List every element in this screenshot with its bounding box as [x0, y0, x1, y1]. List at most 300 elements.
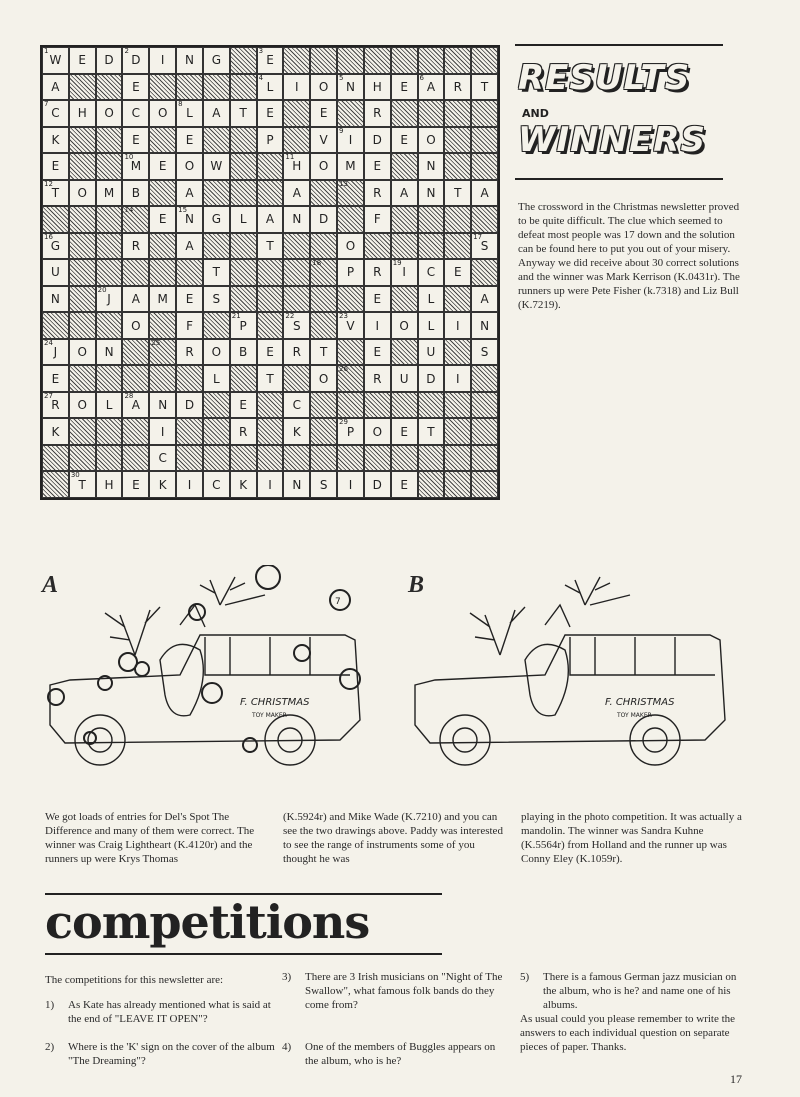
crossword-block: [122, 339, 149, 366]
crossword-clue-number: 9: [339, 126, 344, 135]
crossword-letter: O: [345, 238, 356, 253]
crossword-letter: R: [238, 424, 248, 439]
crossword-letter: N: [104, 345, 114, 360]
crossword-cell: [96, 392, 123, 419]
crossword-letter: R: [51, 398, 60, 413]
van-sign-b: F. CHRISTMAS: [605, 697, 675, 708]
crossword-letter: N: [292, 212, 302, 227]
crossword-cell: [310, 365, 337, 392]
crossword-letter: C: [158, 451, 167, 466]
crossword-cell: [257, 365, 284, 392]
crossword-cell: [230, 100, 257, 127]
results-and-word: AND: [522, 107, 549, 120]
crossword-clue-number: 21: [231, 312, 241, 321]
crossword-cell: [176, 233, 203, 260]
crossword-letter: A: [131, 292, 140, 307]
crossword-block: [471, 259, 498, 286]
crossword-cell: [257, 206, 284, 233]
crossword-clue-number: 13: [339, 179, 348, 188]
crossword-letter: C: [426, 265, 436, 280]
crossword-cell: [364, 471, 391, 498]
crossword-cell: [337, 153, 364, 180]
crossword-cell: [418, 74, 445, 101]
crossword-letter: D: [372, 132, 382, 147]
crossword-block: [203, 74, 230, 101]
crossword-letter: L: [266, 79, 274, 94]
crossword-letter: D: [372, 477, 382, 492]
crossword-letter: H: [292, 159, 302, 174]
crossword-block: [310, 47, 337, 74]
crossword-letter: E: [132, 79, 140, 94]
crossword-cell: [122, 180, 149, 207]
crossword-cell: [364, 153, 391, 180]
crossword-block: [257, 286, 284, 313]
crossword-block: [203, 233, 230, 260]
crossword-cell: [337, 471, 364, 498]
crossword-cell: [283, 153, 310, 180]
crossword-letter: A: [292, 185, 301, 200]
crossword-clue-number: 19: [392, 259, 402, 268]
crossword-block: [364, 47, 391, 74]
crossword-cell: [391, 471, 418, 498]
crossword-cell: [364, 259, 391, 286]
crossword-cell: [418, 180, 445, 207]
crossword-letter: L: [239, 212, 247, 227]
crossword-block: [444, 153, 471, 180]
crossword-letter: A: [185, 185, 194, 200]
crossword-block: [149, 233, 176, 260]
crossword-clue-number: 29: [339, 418, 348, 427]
crossword-letter: R: [453, 79, 462, 94]
crossword-block: [418, 233, 445, 260]
crossword-cell: [310, 127, 337, 154]
crossword-cell: [149, 392, 176, 419]
crossword-block: [203, 392, 230, 419]
crossword-block: [230, 445, 257, 472]
crossword-letter: F: [373, 212, 381, 227]
crossword-cell: [391, 180, 418, 207]
crossword-cell: [42, 100, 69, 127]
crossword-cell: [122, 127, 149, 154]
crossword-letter: A: [212, 106, 221, 121]
crossword-letter: A: [426, 79, 436, 94]
crossword-block: [230, 286, 257, 313]
crossword-letter: I: [455, 371, 460, 386]
crossword-cell: [96, 47, 123, 74]
crossword-cell: [283, 206, 310, 233]
crossword-letter: R: [373, 371, 382, 386]
crossword-cell: [203, 100, 230, 127]
crossword-cell: [364, 206, 391, 233]
crossword-cell: [69, 47, 96, 74]
crossword-cell: [364, 312, 391, 339]
crossword-block: [230, 47, 257, 74]
crossword-clue-number: 15: [178, 206, 188, 215]
spot-column-2: (K.5924r) and Mike Wade (K.7210) and you can see the two drawings above. Paddy was interested to see the range of instruments some of you thought he was: [283, 811, 503, 865]
crossword-letter: I: [160, 424, 165, 439]
crossword-letter: O: [318, 371, 329, 386]
crossword-block: [310, 180, 337, 207]
crossword-block: [310, 392, 337, 419]
crossword-block: [69, 286, 96, 313]
crossword-block: [337, 392, 364, 419]
crossword-block: [471, 445, 498, 472]
crossword-cell: [176, 153, 203, 180]
crossword-cell: [283, 471, 310, 498]
crossword-letter: O: [77, 185, 87, 200]
crossword-letter: I: [348, 132, 353, 147]
crossword-cell: [418, 153, 445, 180]
crossword-block: [391, 206, 418, 233]
crossword-letter: E: [373, 159, 382, 174]
crossword-letter: D: [184, 398, 195, 413]
crossword-cell: [471, 180, 498, 207]
crossword-block: [471, 47, 498, 74]
panel-label-a: A: [42, 572, 59, 598]
crossword-letter: R: [373, 185, 382, 200]
crossword-letter: O: [131, 318, 141, 333]
crossword-letter: S: [293, 318, 301, 333]
crossword-letter: E: [266, 53, 274, 68]
crossword-cell: [230, 206, 257, 233]
crossword-cell: [42, 74, 69, 101]
crossword-block: [337, 180, 364, 207]
crossword-letter: M: [157, 292, 168, 307]
crossword-letter: E: [185, 292, 194, 307]
crossword-block: [444, 47, 471, 74]
crossword-cell: [444, 74, 471, 101]
crossword-block: [149, 365, 176, 392]
crossword-letter: G: [211, 53, 221, 68]
crossword-block: [230, 259, 257, 286]
question-5-number: 5): [520, 971, 530, 983]
crossword-block: [122, 418, 149, 445]
crossword-cell: [69, 392, 96, 419]
crossword-letter: O: [184, 159, 195, 174]
crossword-cell: [176, 286, 203, 313]
crossword-letter: G: [50, 238, 61, 253]
crossword-block: [283, 47, 310, 74]
crossword-cell: [257, 74, 284, 101]
crossword-cell: [364, 339, 391, 366]
crossword-letter: E: [51, 371, 60, 386]
crossword-block: [122, 445, 149, 472]
crossword-letter: O: [372, 424, 383, 439]
crossword-clue-number: 28: [124, 391, 134, 400]
crossword-letter: K: [158, 477, 167, 492]
crossword-block: [364, 392, 391, 419]
crossword-letter: E: [266, 345, 274, 360]
crossword-cell: [337, 74, 364, 101]
crossword-cell: [283, 392, 310, 419]
crossword-letter: A: [185, 238, 194, 253]
crossword-letter: T: [266, 238, 274, 253]
crossword-cell: [444, 365, 471, 392]
crossword-cell: [149, 100, 176, 127]
crossword-block: [230, 74, 257, 101]
crossword-cell: [69, 180, 96, 207]
crossword-block: [230, 127, 257, 154]
crossword-clue-number: 2: [124, 47, 129, 55]
crossword-block: [337, 339, 364, 366]
crossword-cell: [283, 312, 310, 339]
crossword-block: [310, 312, 337, 339]
crossword-block: [283, 286, 310, 313]
crossword-cell: [149, 206, 176, 233]
crossword-letter: S: [212, 292, 221, 307]
crossword-cell: [203, 339, 230, 366]
crossword-cell: [149, 47, 176, 74]
crossword-cell: [391, 418, 418, 445]
crossword-cell: [310, 100, 337, 127]
crossword-letter: N: [158, 398, 168, 413]
crossword-letter: A: [265, 212, 275, 227]
crossword-block: [391, 445, 418, 472]
crossword-letter: A: [480, 185, 489, 200]
crossword-cell: [149, 445, 176, 472]
crossword-cell: [149, 153, 176, 180]
crossword-letter: P: [266, 132, 274, 147]
crossword-letter: O: [399, 318, 409, 333]
crossword-cell: [176, 47, 203, 74]
crossword-block: [42, 206, 69, 233]
crossword-letter: O: [77, 398, 87, 413]
crossword-cell: [176, 392, 203, 419]
crossword-block: [203, 180, 230, 207]
crossword-cell: [230, 312, 257, 339]
crossword-cell: [364, 418, 391, 445]
crossword-clue-number: 10: [124, 153, 134, 162]
crossword-letter: R: [373, 265, 382, 280]
crossword-letter: I: [295, 79, 299, 94]
crossword-block: [69, 259, 96, 286]
van-sign-a: F. CHRISTMAS: [240, 697, 310, 708]
crossword-cell: [418, 365, 445, 392]
crossword-clue-number: 20: [97, 285, 107, 294]
crossword-letter: C: [212, 477, 221, 492]
crossword-letter: E: [158, 159, 167, 174]
crossword-block: [257, 153, 284, 180]
crossword-cell: [310, 339, 337, 366]
crossword-block: [391, 47, 418, 74]
crossword-block: [257, 445, 284, 472]
crossword-letter: K: [51, 424, 60, 439]
crossword-letter: W: [210, 159, 223, 174]
crossword-block: [418, 206, 445, 233]
crossword-cell: [42, 180, 69, 207]
crossword-letter: H: [77, 106, 87, 121]
crossword-letter: L: [427, 318, 435, 333]
crossword-letter: E: [266, 106, 274, 121]
crossword-block: [391, 233, 418, 260]
crossword-letter: E: [132, 477, 140, 492]
crossword-cell: [471, 339, 498, 366]
crossword-clue-number: 17: [473, 232, 483, 241]
crossword-letter: R: [373, 106, 382, 121]
crossword-letter: I: [402, 265, 406, 280]
crossword-cell: [364, 365, 391, 392]
crossword-block: [96, 206, 123, 233]
crossword-block: [391, 100, 418, 127]
crossword-letter: E: [158, 212, 167, 227]
crossword-cell: [122, 100, 149, 127]
crossword-block: [122, 206, 149, 233]
crossword-cell: [203, 365, 230, 392]
crossword-block: [257, 259, 284, 286]
crossword-cell: [42, 259, 69, 286]
crossword-letter: L: [186, 106, 193, 121]
crossword-clue-number: 7: [44, 100, 49, 109]
question-4-number: 4): [282, 1041, 292, 1053]
crossword-block: [69, 206, 96, 233]
crossword-block: [418, 100, 445, 127]
crossword-letter: L: [213, 371, 220, 386]
crossword-cell: [391, 365, 418, 392]
difference-number-7: 7: [335, 597, 341, 607]
crossword-cell: [257, 339, 284, 366]
crossword-letter: O: [318, 159, 329, 174]
crossword-letter: T: [319, 345, 328, 360]
crossword-cell: [337, 418, 364, 445]
crossword-letter: T: [239, 106, 247, 121]
crossword-cell: [122, 471, 149, 498]
question-3-number: 3): [282, 971, 292, 983]
crossword-cell: [176, 339, 203, 366]
crossword-cell: [471, 312, 498, 339]
crossword-letter: L: [427, 292, 435, 307]
crossword-cell: [42, 233, 69, 260]
crossword-cell: [122, 233, 149, 260]
crossword-block: [122, 259, 149, 286]
crossword-letter: D: [104, 53, 114, 68]
crossword-letter: K: [239, 477, 248, 492]
question-2-number: 2): [45, 1041, 55, 1053]
crossword-block: [418, 392, 445, 419]
crossword-letter: C: [292, 398, 302, 413]
crossword-letter: H: [104, 477, 114, 492]
crossword-cell: [283, 74, 310, 101]
crossword-block: [203, 418, 230, 445]
crossword-cell: [283, 339, 310, 366]
crossword-block: [42, 445, 69, 472]
crossword-clue-number: 18: [312, 259, 322, 268]
crossword-letter: A: [400, 185, 409, 200]
crossword-block: [444, 471, 471, 498]
crossword-cell: [418, 339, 445, 366]
crossword-cell: [176, 100, 203, 127]
crossword-clue-number: 1: [44, 47, 49, 55]
crossword-letter: P: [346, 265, 355, 280]
crossword-cell: [283, 418, 310, 445]
crossword-cell: [444, 259, 471, 286]
crossword-letter: J: [107, 292, 111, 307]
crossword-letter: U: [426, 345, 436, 360]
crossword-cell: [96, 471, 123, 498]
crossword-block: [230, 180, 257, 207]
crossword-block: [310, 418, 337, 445]
crossword-letter: I: [375, 318, 380, 333]
question-5-text: There is a famous German jazz musician on the album, who is he? and name one of his albums.: [543, 971, 737, 1011]
crossword-cell: [42, 365, 69, 392]
crossword-block: [257, 392, 284, 419]
question-3-text: There are 3 Irish musicians on "Night of The Swallow", what famous folk bands do they come from?: [305, 971, 503, 1011]
crossword-cell: [364, 100, 391, 127]
crossword-cell: [444, 180, 471, 207]
crossword-block: [96, 259, 123, 286]
crossword-block: [149, 339, 176, 366]
crossword-cell: [42, 47, 69, 74]
crossword-cell: [418, 418, 445, 445]
crossword-letter: R: [185, 345, 194, 360]
crossword-letter: D: [319, 212, 329, 227]
crossword-cell: [230, 392, 257, 419]
crossword-letter: T: [78, 477, 86, 492]
crossword-block: [444, 392, 471, 419]
crossword-cell: [418, 127, 445, 154]
crossword-letter: L: [105, 398, 113, 413]
crossword-cell: [149, 286, 176, 313]
crossword-block: [283, 365, 310, 392]
crossword-letter: P: [239, 318, 247, 333]
crossword-letter: E: [400, 79, 408, 94]
crossword-letter: D: [426, 371, 436, 386]
crossword-block: [283, 259, 310, 286]
crossword-block: [310, 233, 337, 260]
crossword-letter: S: [480, 345, 489, 360]
crossword-cell: [122, 392, 149, 419]
crossword-block: [418, 471, 445, 498]
crossword-cell: [310, 74, 337, 101]
crossword-letter: A: [131, 398, 140, 413]
crossword-block: [471, 418, 498, 445]
crossword-cell: [364, 180, 391, 207]
crossword-letter: V: [346, 318, 355, 333]
crossword-cell: [42, 286, 69, 313]
crossword-block: [391, 286, 418, 313]
crossword-block: [337, 100, 364, 127]
crossword-letter: E: [319, 106, 328, 121]
crossword-cell: [310, 206, 337, 233]
crossword-block: [444, 445, 471, 472]
crossword-cell: [230, 418, 257, 445]
crossword-cell: [203, 259, 230, 286]
crossword-clue-number: 8: [178, 100, 183, 109]
crossword-cell: [42, 127, 69, 154]
crossword-block: [337, 286, 364, 313]
crossword-block: [203, 127, 230, 154]
crossword-letter: E: [400, 132, 408, 147]
crossword-block: [203, 312, 230, 339]
crossword-cell: [122, 286, 149, 313]
crossword-letter: O: [77, 345, 87, 360]
crossword-letter: P: [346, 424, 355, 439]
crossword-cell: [96, 180, 123, 207]
crossword-cell: [364, 127, 391, 154]
crossword-clue-number: 6: [419, 73, 424, 82]
competitions-intro: The competitions for this newsletter are:: [45, 974, 224, 986]
crossword-letter: N: [185, 53, 195, 68]
crossword-cell: [203, 47, 230, 74]
crossword-block: [149, 259, 176, 286]
crossword-cell: [69, 471, 96, 498]
crossword-letter: N: [480, 318, 490, 333]
crossword-letter: E: [132, 132, 140, 147]
van-sign-sub-a: TOY MAKER: [252, 712, 287, 719]
crossword-block: [418, 47, 445, 74]
crossword-cell: [257, 100, 284, 127]
crossword-grid: [40, 45, 500, 500]
crossword-block: [444, 286, 471, 313]
